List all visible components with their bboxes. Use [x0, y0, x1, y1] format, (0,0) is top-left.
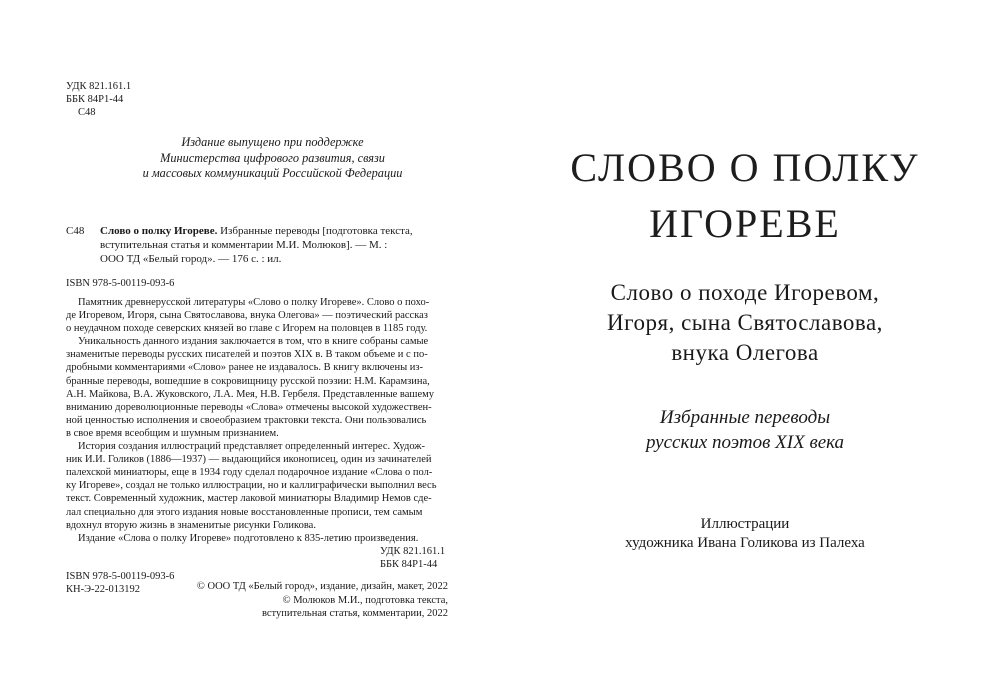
record-line: Избранные переводы [подготовка текста,	[217, 225, 413, 237]
annotation-line: де Игоревом, Игоря, сына Святославова, внука Олегова» — поэтический рассказ	[66, 310, 428, 322]
subtitle-line: Игоря, сына Святославова,	[607, 310, 883, 335]
annotation-line: Памятник древнерусской литературы «Слово о полку Игореве». Слово о похо-	[78, 297, 430, 308]
bibliographic-record	[66, 224, 446, 266]
udk-code: УДК 821.161.1	[380, 546, 446, 557]
subtitle-line: внука Олегова	[671, 340, 819, 365]
support-line: Издание выпущено при поддержке	[181, 135, 364, 149]
annotation-line: Уникальность данного издания заключается в том, что в книге собраны самые	[78, 336, 429, 348]
annotation-line: ку Игореве», создал не только иллюстрации, но и каллиграфически выполнил весь	[66, 480, 437, 492]
illustrations-line: художника Ивана Голикова из Палеха	[625, 535, 865, 551]
book-subtitle	[500, 278, 990, 368]
translations-line: русских поэтов XIX века	[645, 432, 845, 453]
illustrations-line: Иллюстрации	[700, 516, 790, 532]
annotation-line: А.Н. Майкова, В.А. Жуковского, Л.А. Мея, Н.В. Гербеля. Представленные вашему	[66, 388, 435, 400]
bbk-code: ББК 84Р1-44	[380, 559, 438, 570]
copyright-line: © ООО ТД «Белый город», издание, дизайн, макет, 2022	[196, 581, 448, 592]
annotation-line: знаменитые переводы русских писателей и поэтов XIX в. В таком объеме и с по-	[66, 349, 428, 361]
classification-codes	[66, 80, 131, 119]
author-mark: С48	[78, 107, 96, 118]
book-title	[500, 140, 990, 252]
annotation-line: текст. Современный художник, мастер лаковой миниатюры Владимир Немов сде-	[66, 493, 432, 505]
annotation-line: о неудачном походе северских князей во главе с Игорем на половцев в 1185 году.	[66, 323, 428, 335]
subtitle-line: Слово о походе Игоревом,	[610, 280, 880, 305]
classification-codes-bottom	[380, 545, 445, 571]
title-line: ИГОРЕВЕ	[649, 201, 841, 246]
illustrations-credit	[500, 515, 990, 553]
copyright-line: вступительная статья, комментарии, 2022	[261, 608, 448, 620]
translations-line: Избранные переводы	[659, 407, 831, 428]
isbn-block	[66, 570, 174, 596]
record-line: ООО ТД «Белый город». — 176 с. : ил.	[100, 253, 282, 265]
support-line: Министерства цифрового развития, связи	[160, 150, 385, 165]
annotation-line: вниманию дореволюционные переводы «Слова» отмечены высокой художествен-	[66, 401, 432, 413]
bbk-code: ББК 84Р1-44	[66, 94, 124, 105]
annotation-line: Издание «Слова о полку Игореве» подготовлено к 835-летию произведения.	[78, 532, 419, 544]
title-page	[500, 0, 1000, 689]
annotation-line: бранные переводы, вошедшие в сокровищницу русской поэзии: Н.М. Карамзина,	[66, 375, 430, 387]
annotation-line: ной ценностью исполнения и своеобразием трактовки текста. Они пользовались	[66, 414, 427, 426]
annotation-line: в свое время всеобщим и шумным признанием.	[66, 427, 279, 439]
annotation-line: вдохнул вторую жизнь в знаменитые рисунки Голикова.	[66, 519, 316, 531]
udk-code: УДК 821.161.1	[66, 81, 132, 92]
record-code: С48	[66, 225, 85, 237]
title-line: СЛОВО О ПОЛКУ	[570, 145, 920, 190]
copyright-block	[197, 580, 448, 621]
annotation-line: лал специально для этого издания новые восстановленные прописи, тем самым	[66, 506, 423, 518]
annotation-line: дробными комментариями «Слово» ранее не издавалось. В книгу включены из-	[66, 362, 424, 374]
support-notice	[120, 135, 425, 182]
annotation-line: ник И.И. Голиков (1886—1937) — выдающийся иконописец, один из зачинателей	[66, 454, 432, 466]
record-line: вступительная статья и комментарии М.И. Молюков]. — М. :	[100, 239, 388, 251]
annotation-line: палехской миниатюры, еще в 1934 году сделал подарочное издание «Слова о пол-	[66, 467, 433, 479]
copyright-line: © Молюков М.И., подготовка текста,	[282, 594, 448, 606]
kn-number: КН-Э-22-013192	[66, 584, 141, 595]
record-title: Слово о полку Игореве.	[100, 225, 218, 237]
isbn-line: ISBN 978-5-00119-093-6	[66, 278, 175, 289]
support-line: и массовых коммуникаций Российской Федерации	[142, 166, 403, 180]
annotation-line: История создания иллюстраций представляет определенный интерес. Худож-	[78, 441, 426, 453]
isbn-number: ISBN 978-5-00119-093-6	[66, 571, 175, 582]
translations-note	[500, 405, 990, 455]
annotation	[66, 296, 449, 545]
